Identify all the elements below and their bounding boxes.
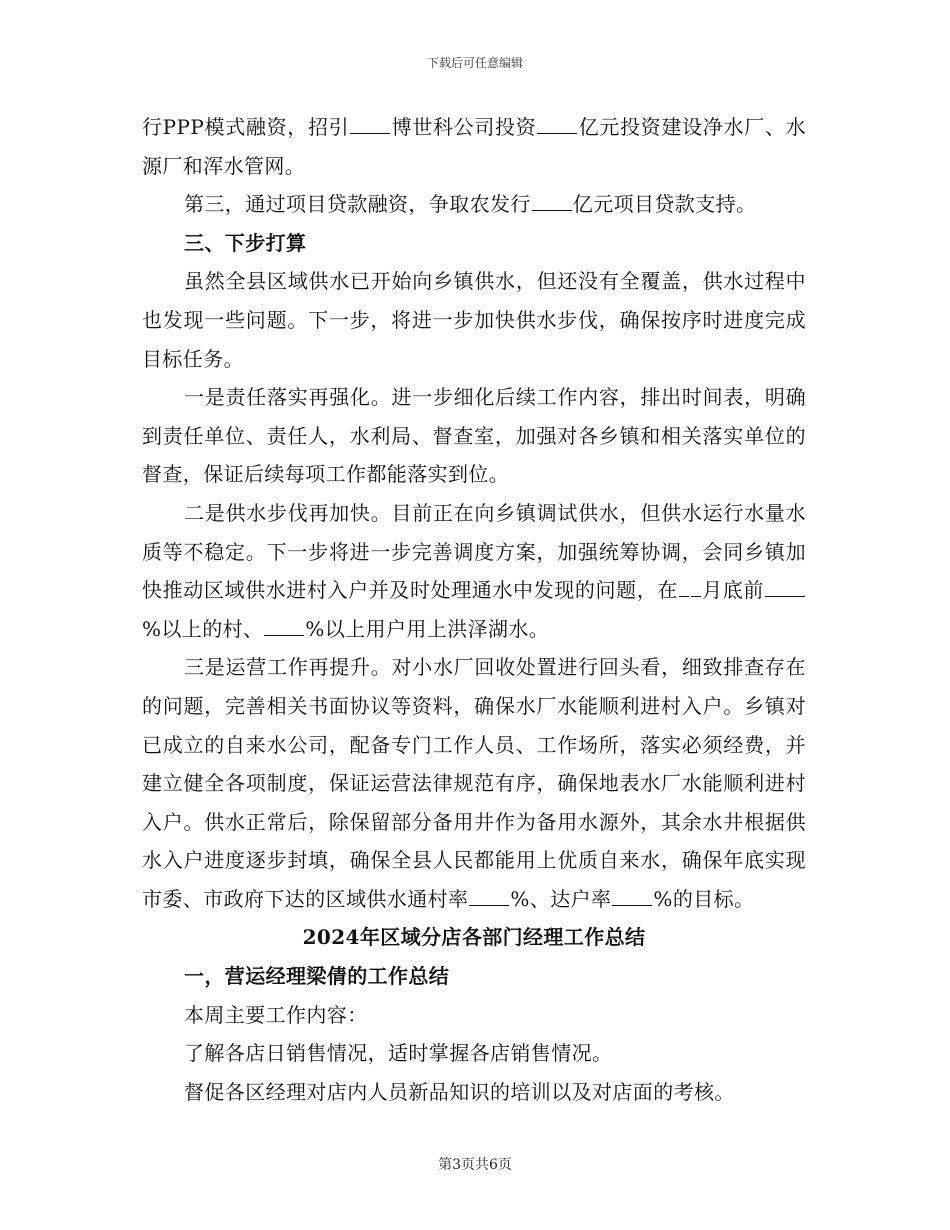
paragraph-loan: 第三，通过项目贷款融资，争取农发行 亿元项目贷款支持。 <box>184 192 757 217</box>
blank-field <box>679 595 689 597</box>
page-number: 第3页共6页 <box>438 1157 512 1173</box>
paragraph-financing: 行PPP模式融资，招引 博世科公司投资 亿元投资建设净水厂、水源厂和浑水管网。 <box>142 115 806 178</box>
blank-field <box>691 595 701 597</box>
blank-field <box>350 132 390 134</box>
paragraph-acceleration: 二是供水步伐再加快。目前正在向乡镇调试供水，但供水运行水量水质等不稳定。下一步将进一步完善调度方案，加强统筹协调，会同乡镇加快推动区域供水进村入户并及时处理通水中发现的问题，在 月底前%以上的村、 %以上用户用上洪泽湖水。 <box>142 500 806 641</box>
blank-field <box>469 904 509 906</box>
blank-field <box>532 209 572 211</box>
blank-field <box>765 595 805 597</box>
blank-field <box>264 634 304 636</box>
document-body <box>142 108 806 1111</box>
paragraph-training: 督促各区经理对店内人员新品知识的培训以及对店面的考核。 <box>184 1079 735 1104</box>
blank-field <box>612 904 652 906</box>
header-note: 下载后可任意编辑 <box>426 56 523 70</box>
paragraph-overview: 虽然全县区域供水已开始向乡镇供水，但还没有全覆盖，供水过程中也发现一些问题。下一步，将进一步加快供水步伐，确保按序时进度完成目标任务。 <box>142 269 806 371</box>
blank-field <box>537 132 577 134</box>
paragraph-operations: 三是运营工作再提升。对小水厂回收处置进行回头看，细致排查存在的问题，完善相关书面协议等资料，确保水厂水能顺利进村入户。乡镇对已成立的自来水公司，配备专门工作人员、工作场所，落实必须经费，并建立健全各项制度，保证运营法律规范有序，确保地表水厂水能顺利进村入户。供水正常后，除保留部分备用井作为备用水源外，其余水井根据供水入户进度逐步封填，确保全县人民都能用上优质自来水，确保年底实现市委、市政府下达的区域供水通村率 %、达户率 %的目标。 <box>142 655 806 911</box>
paragraph-weekly-work: 本周主要工作内容： <box>184 1002 368 1027</box>
paragraph-responsibility: 一是责任落实再强化。进一步细化后续工作内容，排出时间表，明确到责任单位、责任人，水利局、督查室，加强对各乡镇和相关落实单位的督查，保证后续每项工作都能落实到位。 <box>142 385 806 487</box>
section-heading-ops-manager: 一，营运经理梁倩的工作总结 <box>184 964 450 989</box>
document-title: 2024年区域分店各部门经理工作总结 <box>302 925 646 950</box>
paragraph-sales-tracking: 了解各店日销售情况，适时掌握各店销售情况。 <box>184 1041 613 1066</box>
section-heading-next-steps: 三、下步打算 <box>184 230 307 255</box>
